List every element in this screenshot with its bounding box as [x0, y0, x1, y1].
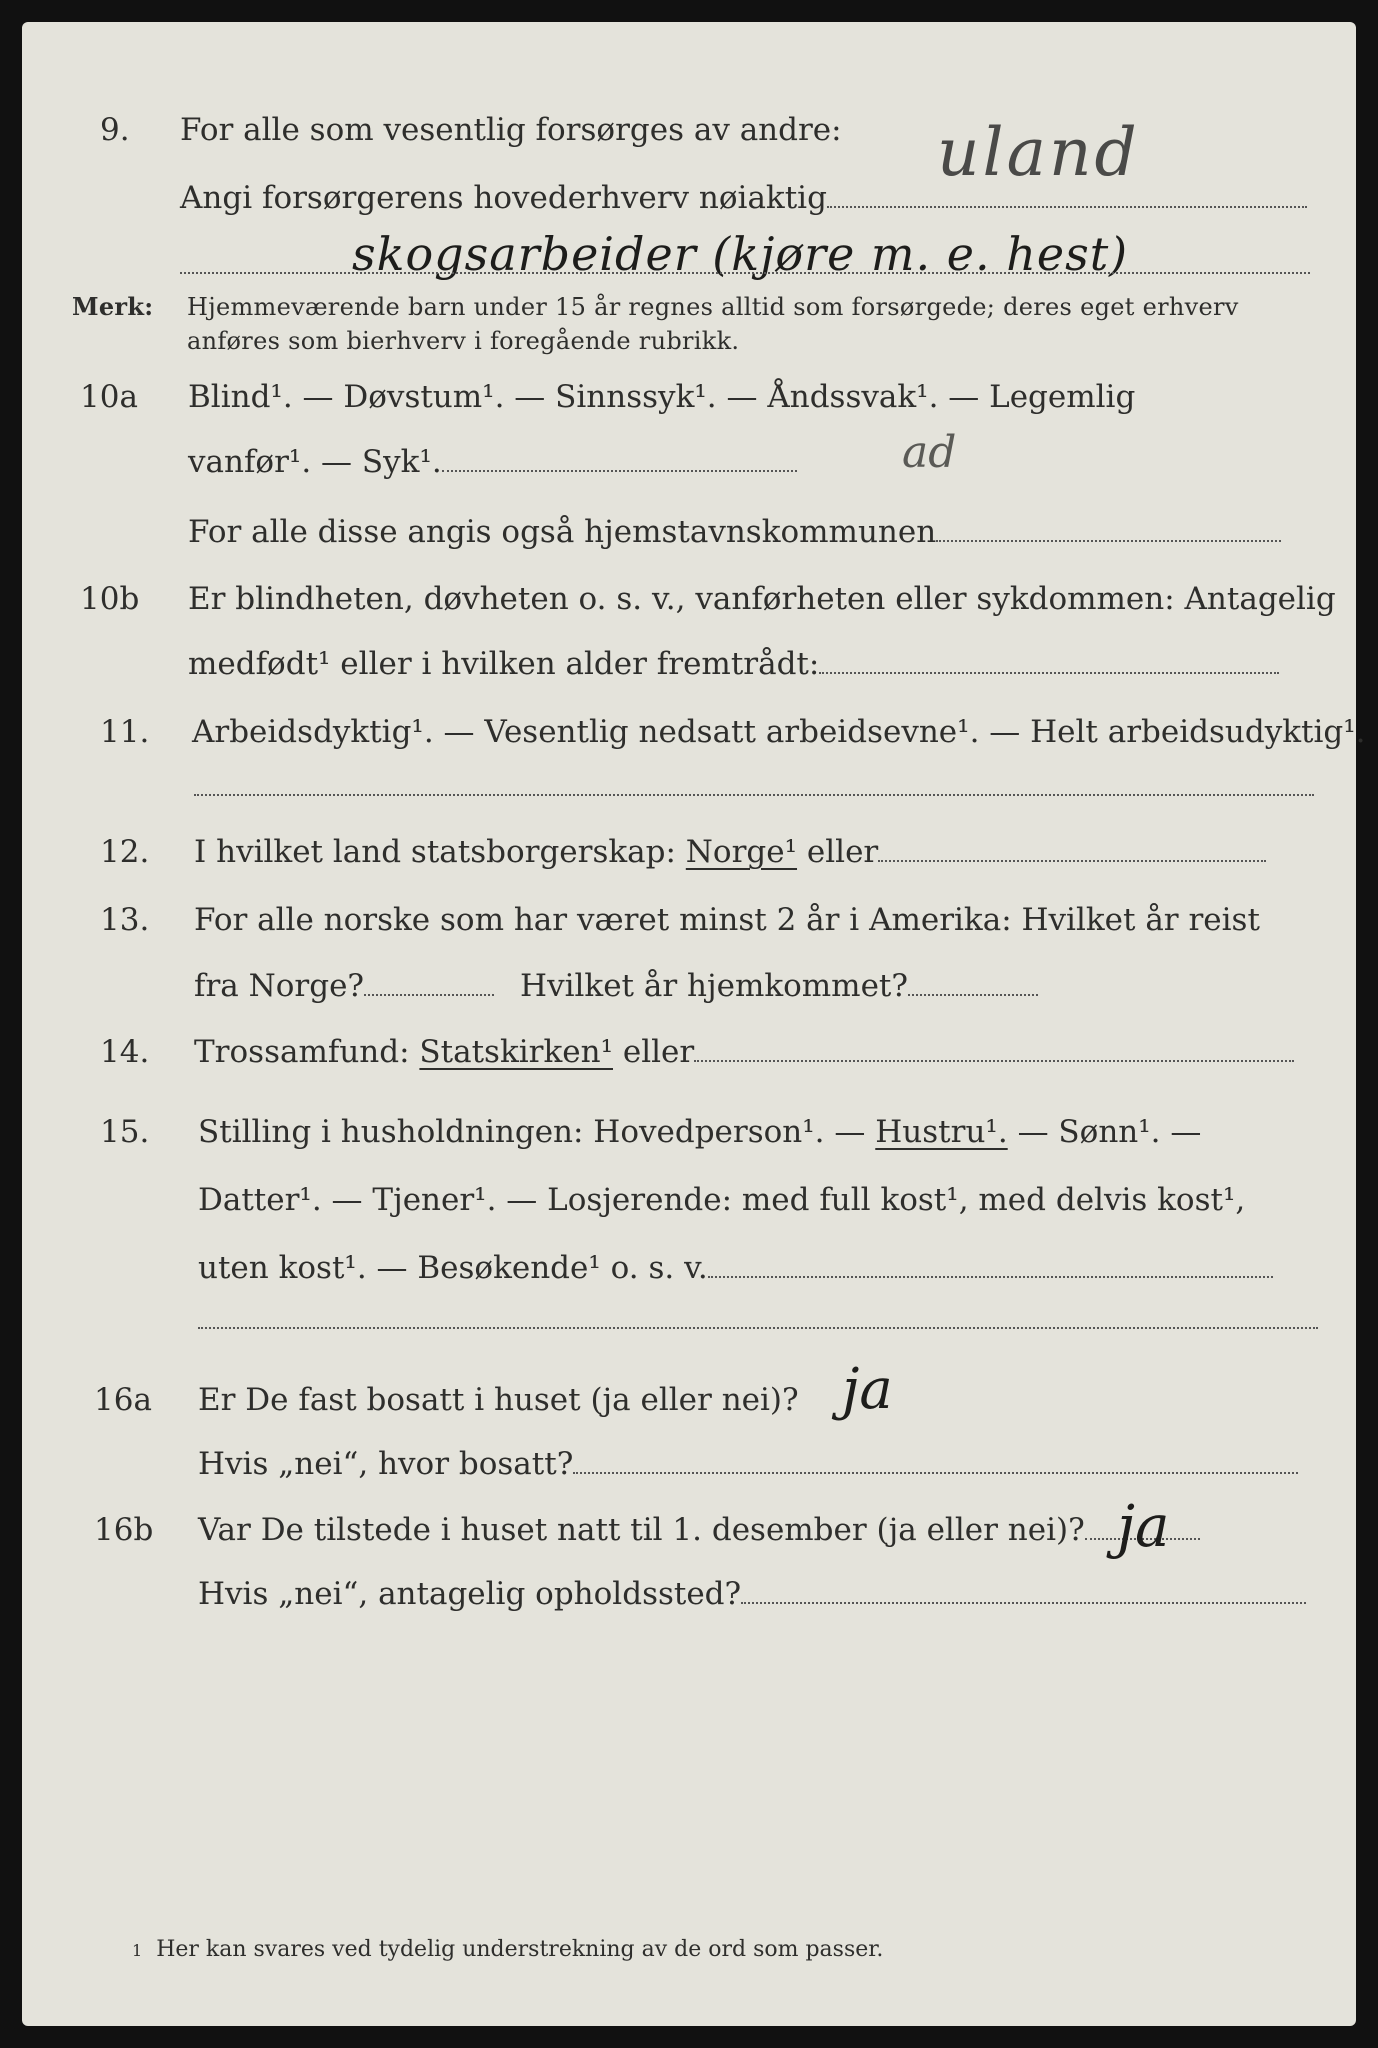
q10a-text-2: vanfør¹. — Syk¹. — [188, 444, 442, 480]
q10a-handwritten-mark: ad — [902, 427, 957, 478]
q16a-line2 — [198, 1444, 1298, 1484]
q16b-line1 — [94, 1510, 1200, 1550]
q14-answer-line[interactable] — [694, 1060, 1294, 1062]
q12-answer-line[interactable] — [878, 860, 1266, 862]
q9-handwritten-answer: skogsarbeider (kjøre m. e. hest) — [352, 227, 1129, 281]
q9-text-1: For alle som vesentlig forsørges av andre: — [180, 112, 842, 148]
q10a-hjemstavn-line[interactable] — [936, 540, 1281, 542]
q16b-handwritten-answer: ja — [1117, 1492, 1170, 1560]
footnote — [132, 1937, 883, 1962]
q10b-text-2: medfødt¹ eller i hvilken alder fremtrådt: — [188, 646, 820, 682]
census-form-page — [22, 22, 1366, 2026]
q9-line1 — [100, 110, 842, 150]
q9-answer-line[interactable] — [827, 206, 1307, 208]
q16a-handwritten-answer: ja — [842, 1357, 893, 1422]
q13-text-2a: fra Norge? — [194, 968, 365, 1004]
q16a-text-1: Er De fast bosatt i huset (ja eller nei)? — [198, 1382, 799, 1418]
footnote-mark: 1 — [132, 1941, 143, 1960]
q16a-answer-line[interactable] — [573, 1472, 1298, 1474]
q9-handwritten-margin: uland — [937, 114, 1140, 191]
q14-line1 — [100, 1032, 1294, 1072]
q10b-answer-line[interactable] — [819, 672, 1279, 674]
q13-text-2b: Hvilket år hjemkommet? — [520, 968, 909, 1004]
q12-line1 — [100, 832, 1266, 872]
q15-line3 — [198, 1248, 1273, 1288]
q16b-text-2: Hvis „nei“, antagelig opholdssted? — [198, 1576, 742, 1612]
q13-hjemkommet-line[interactable] — [908, 994, 1038, 996]
q15-hustru-underlined: Hustru¹. — [875, 1114, 1008, 1150]
q12-text-a: I hvilket land statsborgerskap: — [194, 834, 676, 870]
q13-reist-line[interactable] — [364, 994, 494, 996]
q15-line2 — [198, 1180, 1245, 1220]
q15-answer-line[interactable] — [708, 1276, 1273, 1278]
q9-text-2: Angi forsørgerens hovederhverv nøiaktig — [180, 180, 827, 216]
q11-text-1: Arbeidsdyktig¹. — Vesentlig nedsatt arbeidsevne¹. — Helt arbeidsudyktig¹. — [192, 714, 1366, 750]
q16a-text-2: Hvis „nei“, hvor bosatt? — [198, 1446, 574, 1482]
merk-text-1: Hjemmeværende barn under 15 år regnes alltid som forsørgede; deres eget erhverv — [187, 293, 1239, 321]
q9-answer-line-2[interactable] — [180, 272, 1310, 274]
merk-label: Merk: — [72, 292, 154, 321]
q10a-line1 — [80, 377, 1135, 417]
q15-text-2: Datter¹. — Tjener¹. — Losjerende: med full kost¹, med delvis kost¹, — [198, 1182, 1246, 1218]
q16a-line1 — [94, 1380, 799, 1420]
q10a-number: 10a — [80, 379, 138, 415]
q11-number: 11. — [100, 714, 150, 750]
q14-text-c: eller — [622, 1034, 695, 1070]
q15-line1 — [100, 1112, 1201, 1152]
q10b-line2 — [188, 644, 1279, 684]
q16a-number: 16a — [94, 1382, 152, 1418]
q10a-text-1: Blind¹. — Døvstum¹. — Sinnssyk¹. — Åndssvak¹. — Legemlig — [188, 379, 1136, 415]
q13-number: 13. — [100, 902, 150, 938]
q15-text-1c: — Sønn¹. — — [1017, 1114, 1202, 1150]
q10b-text-1: Er blindheten, døvheten o. s. v., vanførheten eller sykdommen: Antagelig — [188, 581, 1336, 617]
q13-line1 — [100, 900, 1260, 940]
q15-answer-line-2[interactable] — [198, 1327, 1318, 1329]
q10b-number: 10b — [80, 581, 140, 617]
q16b-number: 16b — [94, 1512, 154, 1548]
q12-text-c: eller — [806, 834, 879, 870]
q16b-opholdssted-line[interactable] — [741, 1602, 1306, 1604]
q10a-line3 — [188, 512, 1281, 552]
q10a-line2 — [188, 442, 797, 482]
q11-answer-line[interactable] — [194, 794, 1314, 796]
q10b-line1 — [80, 579, 1336, 619]
q12-norge-underlined: Norge¹ — [685, 834, 798, 870]
footnote-text: Her kan svares ved tydelig understrekning av de ord som passer. — [156, 1937, 884, 1962]
q13-line2 — [194, 966, 1038, 1006]
q10a-text-3: For alle disse angis også hjemstavnskommunen — [188, 514, 937, 550]
q9-number: 9. — [100, 112, 130, 148]
q14-number: 14. — [100, 1034, 150, 1070]
q15-text-3: uten kost¹. — Besøkende¹ o. s. v. — [198, 1250, 708, 1286]
merk-text-2: anføres som bierhverv i foregående rubrikk. — [187, 327, 740, 355]
q14-statskirken-underlined: Statskirken¹ — [419, 1034, 613, 1070]
q10a-answer-line[interactable] — [442, 470, 797, 472]
q13-text-1: For alle norske som har været minst 2 år i Amerika: Hvilket år reist — [194, 902, 1260, 938]
q14-text-a: Trossamfund: — [194, 1034, 410, 1070]
q15-number: 15. — [100, 1114, 150, 1150]
q16b-text-1: Var De tilstede i huset natt til 1. desember (ja eller nei)? — [198, 1512, 1085, 1548]
q16b-line2 — [198, 1574, 1306, 1614]
q15-text-1a: Stilling i husholdningen: Hovedperson¹. — — [198, 1114, 866, 1150]
q11-line1 — [100, 712, 1366, 752]
q12-number: 12. — [100, 834, 150, 870]
